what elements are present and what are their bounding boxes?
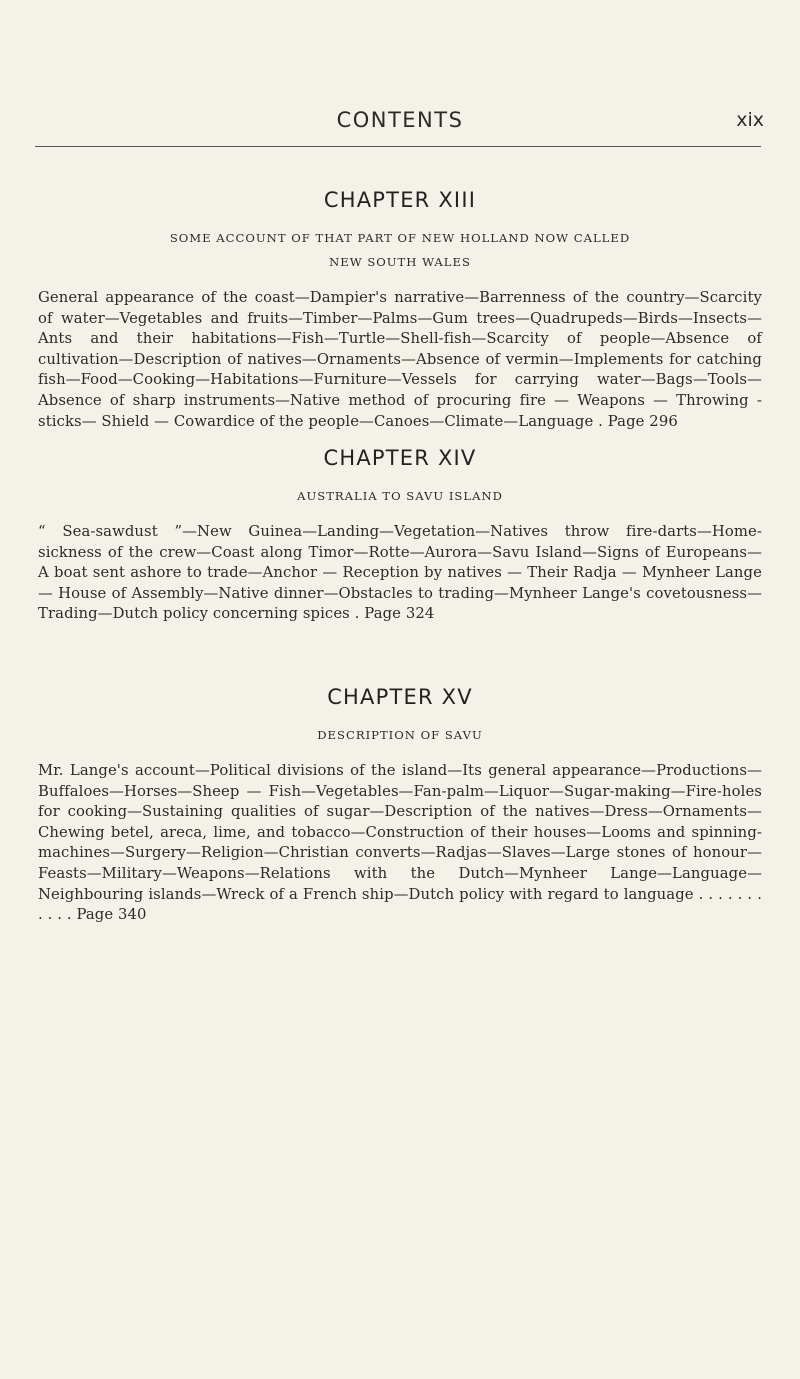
chapter-heading: CHAPTER XIII [323, 188, 477, 212]
chapter-xv-entry [38, 685, 762, 926]
chapter-summary-text: Mr. Lange's account—Political divisions of the island—Its general appearance—Productions—Buffaloes—Horses—Sheep — Fish—Vegetables—Fan-palm—Liquor—Sugar-making—Fire-holes for cooking—Sustaining qualities of sugar—Description of the natives—Dress—Ornaments—Chewing betel, areca, lime, and tobacco—Construction of their houses—Looms and spinning-machines—Surgery—Religion—Christian converts—Radjas—Slaves—Large stones of honour—Feasts—Military—Weapons—Relations with the Dutch—Mynheer Lange—Language—Neighbouring islands—Wreck of a French ship—Dutch policy with regard to language [38, 762, 762, 903]
dot-leader: . [593, 412, 608, 430]
page-reference: Page 324 [364, 605, 435, 623]
chapter-heading: CHAPTER XIV [323, 446, 477, 470]
chapter-heading: CHAPTER XV [327, 685, 473, 709]
chapter-summary-text: “ Sea-sawdust ”—New Guinea—Landing—Vegetation—Natives throw fire-darts—Home-sickness of the crew—Coast along Timor—Rotte—Aurora—Savu Island—Signs of Europeans—A boat sent ashore to trade—Anchor — Reception by natives — Their Radja — Mynheer Lange — House of Assembly—Native dinner—Obstacles to trading—Mynheer Lange's covetousness—Trading—Dutch policy concerning spices [38, 523, 762, 623]
chapter-subtitle [38, 723, 762, 747]
chapter-subtitle [38, 226, 762, 274]
header-rule [35, 146, 761, 147]
chapter-subtitle-line: NEW SOUTH WALES [329, 255, 471, 269]
page-reference: Page 296 [607, 412, 678, 430]
chapter-summary-text: General appearance of the coast—Dampier's narrative—Barrenness of the country—Scarcity of water—Vegetables and fruits—Timber—Palms—Gum trees—Quadrupeds—Birds—Insects—Ants and their habitations—Fish—Turtle—Shell-fish—Scarcity of people—Absence of cultivation—Description of natives—Ornaments—Absence of vermin—Implements for catching fish—Food—Cooking—Habitations—Furniture—Vessels for carrying water—Bags—Tools—Absence of sharp instruments—Native method of procuring fire — Weapons — Throwing - sticks— Shield — Cowardice of the people—Canoes—Climate—Language [38, 289, 762, 430]
chapter-xiii-entry [38, 188, 762, 432]
chapter-xiv-entry [38, 446, 762, 625]
dot-leader: . [349, 605, 365, 623]
chapter-summary [38, 522, 762, 625]
page-folio: xix [736, 109, 764, 131]
chapter-subtitle [38, 484, 762, 508]
page-reference: Page 340 [76, 906, 147, 924]
chapter-summary [38, 288, 762, 432]
chapter-summary [38, 761, 762, 926]
dot-leader: . . . . . . . . . . . [38, 885, 762, 924]
chapter-subtitle-line: DESCRIPTION OF SAVU [317, 728, 483, 742]
chapter-subtitle-line: AUSTRALIA TO SAVU ISLAND [297, 489, 503, 503]
running-title: CONTENTS [336, 108, 464, 132]
running-head [0, 108, 800, 136]
chapter-subtitle-line: SOME ACCOUNT OF THAT PART OF NEW HOLLAND NOW CALLED [169, 231, 631, 245]
